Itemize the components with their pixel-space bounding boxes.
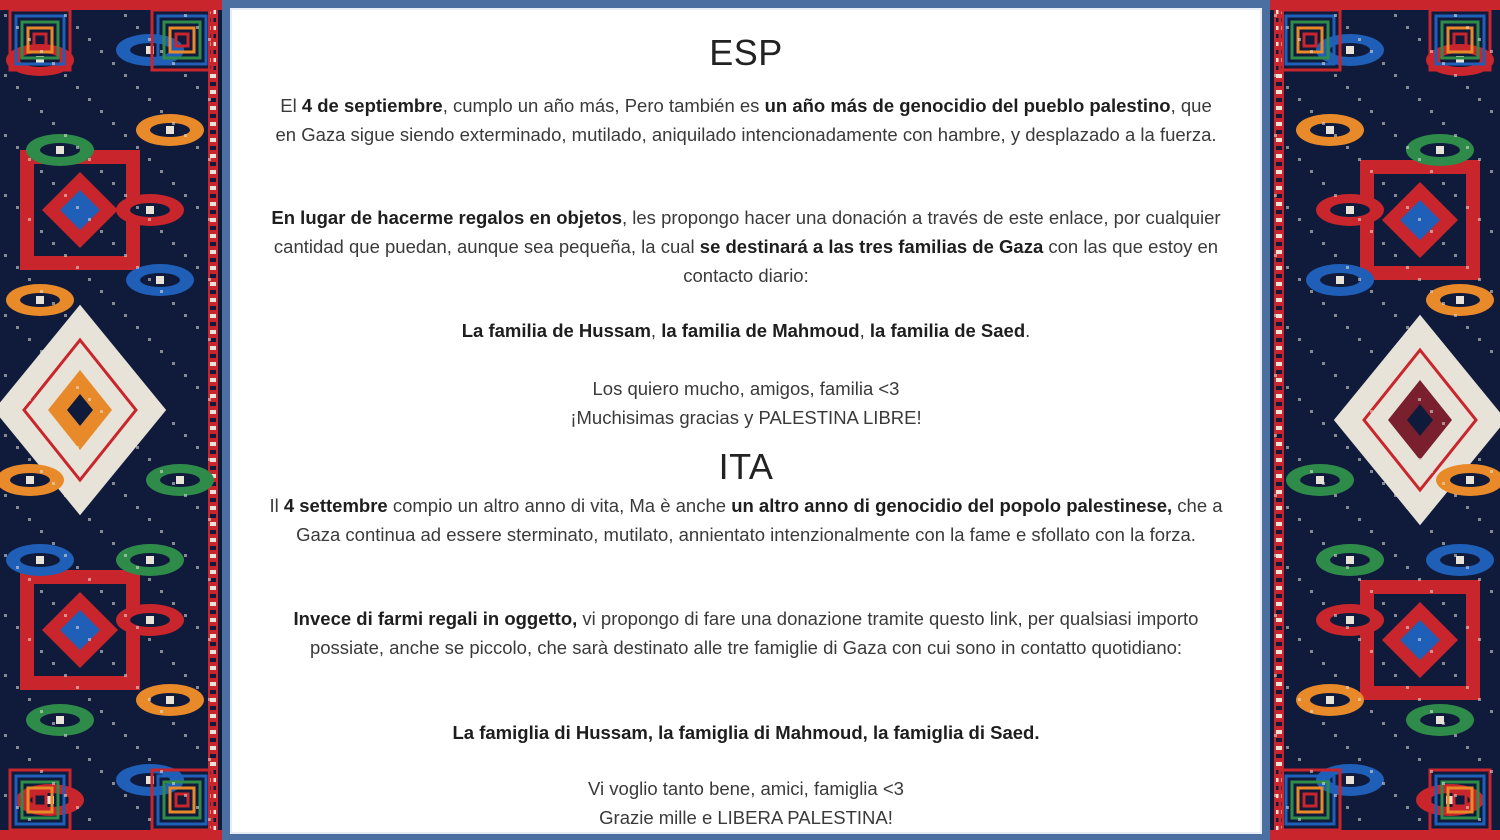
- esp-paragraph-1: El 4 de septiembre, cumplo un año más, Pero también es un año más de genocidio del pueblo palestino, que en Gaza sigue siendo exterminado, mutilado, aniquilado intencionadamente con hambre, y desplazado a la fuerza.: [275, 95, 1217, 145]
- embroidery-pattern-icon: [0, 0, 222, 840]
- message-card: [222, 0, 1270, 840]
- ita-closing: Vi voglio tanto bene, amici, famiglia <3 Grazie mille e LIBERA PALESTINA!: [588, 778, 904, 828]
- ita-paragraph-2: Invece di farmi regali in oggetto, vi propongo di fare una donazione tramite questo link, per qualsiasi importo possiate, anche se piccolo, che sarà destinato alle tre famiglie di Gaza con cui sono in contatto quotidiano:: [293, 608, 1199, 658]
- esp-closing: Los quiero mucho, amigos, familia <3 ¡Muchisimas gracias y PALESTINA LIBRE!: [570, 378, 922, 428]
- embroidery-pattern-icon: [1270, 0, 1500, 840]
- ita-paragraph-1: Il 4 settembre compio un altro anno di vita, Ma è anche un altro anno di genocidio del popolo palestinese, che a Gaza continua ad essere sterminato, mutilato, annientato intenzionalmente con la fame e sfollato con la forza.: [269, 495, 1223, 545]
- right-embroidery-border: [1270, 0, 1500, 840]
- ita-families-line: La famiglia di Hussam, la famiglia di Mahmoud, la famiglia di Saed.: [452, 722, 1040, 743]
- left-embroidery-border: [0, 0, 222, 840]
- message-content: [230, 8, 1262, 834]
- esp-title: ESP: [709, 32, 783, 73]
- ita-title: ITA: [718, 446, 774, 487]
- esp-families-line: La familia de Hussam, la familia de Mahmoud, la familia de Saed.: [461, 320, 1031, 341]
- esp-paragraph-2: En lugar de hacerme regalos en objetos, les propongo hacer una donación a través de este enlace, por cualquier cantidad que puedan, aunque sea pequeña, la cual se destinará a las tres familias de Gaza con las que estoy en contacto diario:: [271, 207, 1221, 286]
